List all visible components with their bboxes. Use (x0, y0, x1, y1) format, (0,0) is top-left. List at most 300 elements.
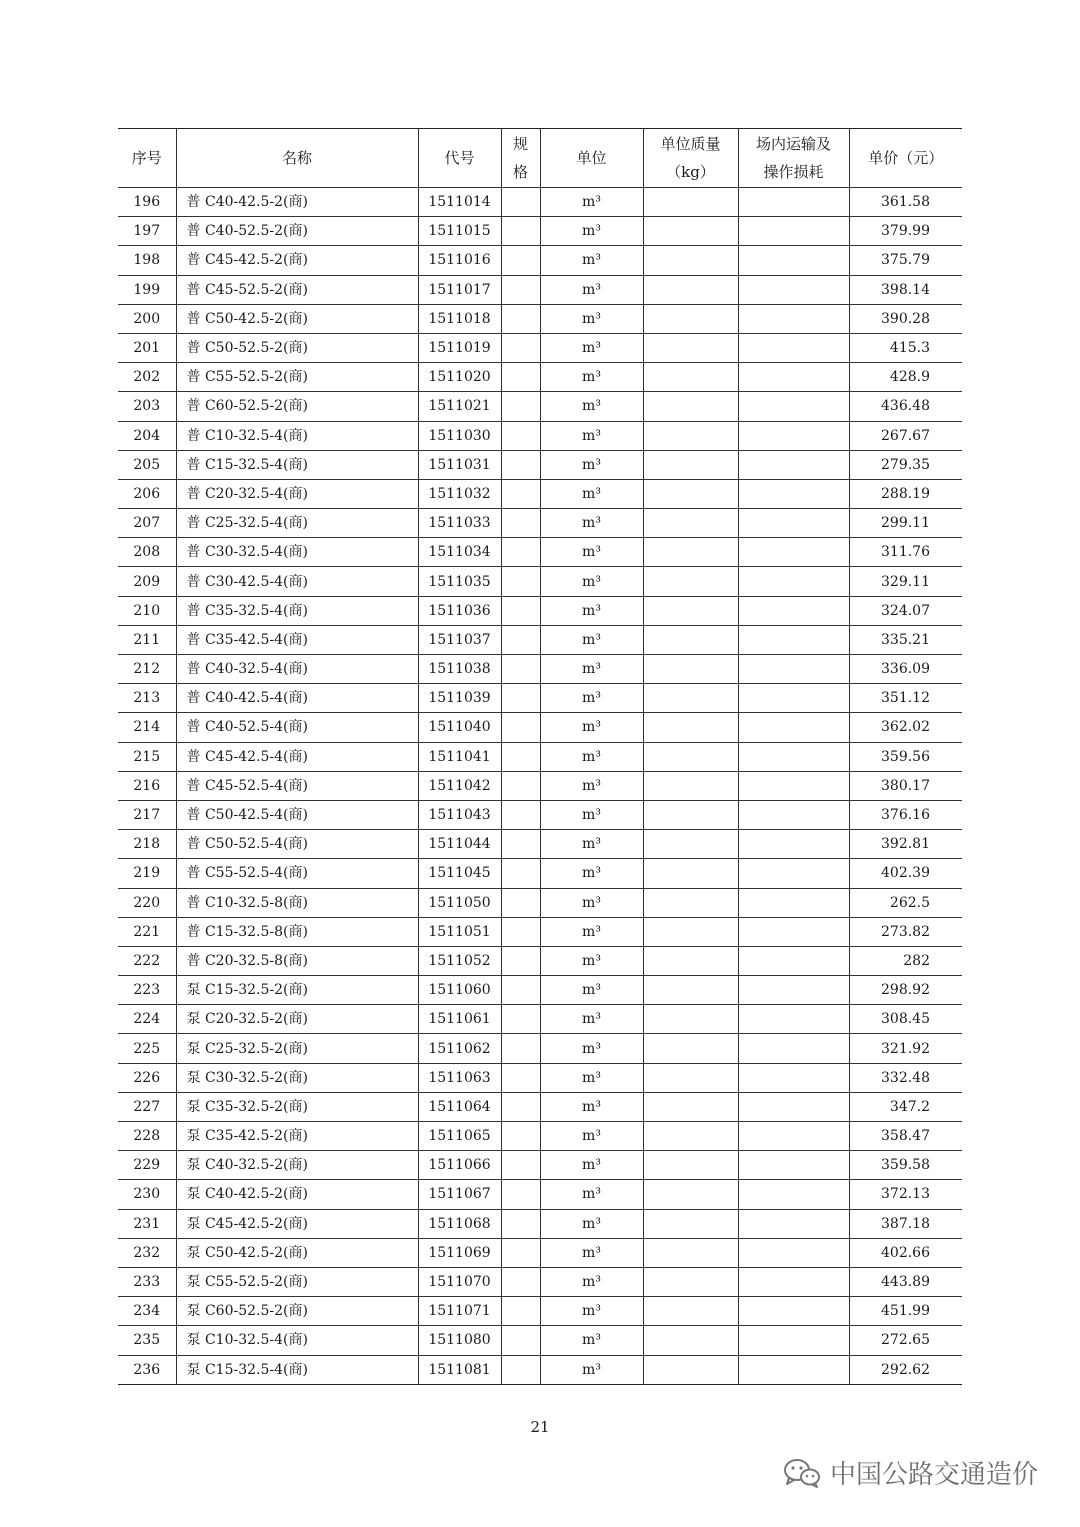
table-row (118, 1238, 962, 1267)
cell-code: 1511015 (418, 217, 501, 246)
cell-unit-mass (643, 1267, 738, 1296)
table-row (118, 1267, 962, 1296)
price-table (118, 128, 962, 1385)
cell-price: 359.56 (849, 742, 962, 771)
cell-seq: 220 (118, 888, 176, 917)
table-row (118, 1209, 962, 1238)
cell-name: 泵 C55-52.5-2(商) (176, 1267, 418, 1296)
watermark-text: 中国公路交通造价 (830, 1460, 1039, 1490)
cell-seq: 207 (118, 509, 176, 538)
cell-spec (501, 1122, 540, 1151)
cell-seq: 224 (118, 1005, 176, 1034)
cell-loss (738, 333, 849, 362)
cell-code: 1511016 (418, 246, 501, 275)
cell-seq: 214 (118, 713, 176, 742)
cell-loss (738, 450, 849, 479)
cell-price: 398.14 (849, 275, 962, 304)
cell-unit-mass (643, 713, 738, 742)
cell-unit-mass (643, 771, 738, 800)
table-row (118, 1151, 962, 1180)
cell-name: 普 C40-32.5-4(商) (176, 655, 418, 684)
cell-code: 1511051 (418, 917, 501, 946)
cell-name: 普 C45-52.5-4(商) (176, 771, 418, 800)
table-row (118, 1034, 962, 1063)
cell-name: 普 C55-52.5-4(商) (176, 859, 418, 888)
cell-price: 436.48 (849, 392, 962, 421)
cell-unit-mass (643, 217, 738, 246)
cell-code: 1511067 (418, 1180, 501, 1209)
cell-unit-mass (643, 1063, 738, 1092)
cell-loss (738, 1326, 849, 1355)
cell-spec (501, 479, 540, 508)
cell-spec (501, 946, 540, 975)
cell-unit-mass (643, 275, 738, 304)
cell-name: 普 C30-42.5-4(商) (176, 567, 418, 596)
table-row (118, 304, 962, 333)
cell-loss (738, 596, 849, 625)
cell-unit: m³ (540, 713, 643, 742)
cell-code: 1511035 (418, 567, 501, 596)
cell-spec (501, 625, 540, 654)
cell-spec (501, 392, 540, 421)
cell-unit: m³ (540, 596, 643, 625)
cell-code: 1511038 (418, 655, 501, 684)
cell-spec (501, 713, 540, 742)
cell-spec (501, 1209, 540, 1238)
cell-price: 332.48 (849, 1063, 962, 1092)
cell-unit: m³ (540, 246, 643, 275)
cell-price: 267.67 (849, 421, 962, 450)
cell-price: 428.9 (849, 363, 962, 392)
cell-name: 普 C15-32.5-8(商) (176, 917, 418, 946)
cell-name: 普 C35-32.5-4(商) (176, 596, 418, 625)
cell-name: 普 C50-52.5-4(商) (176, 830, 418, 859)
cell-unit: m³ (540, 479, 643, 508)
cell-unit: m³ (540, 830, 643, 859)
cell-price: 387.18 (849, 1209, 962, 1238)
header-spec: 规 格 (501, 129, 540, 188)
cell-unit-mass (643, 363, 738, 392)
cell-seq: 234 (118, 1297, 176, 1326)
cell-spec (501, 333, 540, 362)
cell-unit-mass (643, 917, 738, 946)
cell-loss (738, 1063, 849, 1092)
cell-name: 普 C40-42.5-4(商) (176, 684, 418, 713)
cell-name: 泵 C45-42.5-2(商) (176, 1209, 418, 1238)
cell-loss (738, 479, 849, 508)
cell-loss (738, 1355, 849, 1384)
cell-loss (738, 859, 849, 888)
cell-loss (738, 976, 849, 1005)
table-row (118, 946, 962, 975)
table-row (118, 333, 962, 362)
cell-spec (501, 1297, 540, 1326)
cell-spec (501, 742, 540, 771)
cell-seq: 204 (118, 421, 176, 450)
cell-unit-mass (643, 976, 738, 1005)
cell-unit: m³ (540, 742, 643, 771)
cell-name: 普 C50-42.5-2(商) (176, 304, 418, 333)
cell-code: 1511044 (418, 830, 501, 859)
table-row (118, 830, 962, 859)
cell-code: 1511069 (418, 1238, 501, 1267)
table-row (118, 596, 962, 625)
cell-spec (501, 217, 540, 246)
cell-code: 1511071 (418, 1297, 501, 1326)
cell-code: 1511081 (418, 1355, 501, 1384)
cell-price: 402.39 (849, 859, 962, 888)
cell-unit-mass (643, 1326, 738, 1355)
cell-spec (501, 1063, 540, 1092)
cell-unit: m³ (540, 509, 643, 538)
cell-price: 362.02 (849, 713, 962, 742)
cell-name: 普 C45-52.5-2(商) (176, 275, 418, 304)
cell-name: 泵 C40-32.5-2(商) (176, 1151, 418, 1180)
cell-unit: m³ (540, 1180, 643, 1209)
cell-seq: 235 (118, 1326, 176, 1355)
header-unit-mass: 单位质量 （kg） (643, 129, 738, 188)
cell-unit-mass (643, 450, 738, 479)
cell-loss (738, 742, 849, 771)
cell-seq: 232 (118, 1238, 176, 1267)
table-row (118, 800, 962, 829)
cell-seq: 205 (118, 450, 176, 479)
cell-unit-mass (643, 625, 738, 654)
cell-spec (501, 1034, 540, 1063)
cell-code: 1511037 (418, 625, 501, 654)
table-row (118, 625, 962, 654)
cell-price: 336.09 (849, 655, 962, 684)
cell-code: 1511042 (418, 771, 501, 800)
cell-spec (501, 1355, 540, 1384)
cell-spec (501, 246, 540, 275)
cell-loss (738, 363, 849, 392)
table-row (118, 917, 962, 946)
cell-seq: 217 (118, 800, 176, 829)
cell-unit: m³ (540, 1355, 643, 1384)
cell-spec (501, 888, 540, 917)
cell-unit-mass (643, 188, 738, 217)
cell-seq: 231 (118, 1209, 176, 1238)
cell-code: 1511064 (418, 1092, 501, 1121)
cell-code: 1511018 (418, 304, 501, 333)
cell-spec (501, 1151, 540, 1180)
cell-unit: m³ (540, 275, 643, 304)
cell-unit: m³ (540, 917, 643, 946)
header-seq: 序号 (118, 129, 176, 188)
cell-price: 358.47 (849, 1122, 962, 1151)
cell-code: 1511021 (418, 392, 501, 421)
cell-unit-mass (643, 742, 738, 771)
table-row (118, 217, 962, 246)
cell-unit: m³ (540, 567, 643, 596)
cell-unit-mass (643, 1297, 738, 1326)
cell-loss (738, 1180, 849, 1209)
cell-spec (501, 421, 540, 450)
cell-unit-mass (643, 1355, 738, 1384)
cell-code: 1511040 (418, 713, 501, 742)
cell-spec (501, 304, 540, 333)
cell-code: 1511066 (418, 1151, 501, 1180)
table-row (118, 1005, 962, 1034)
cell-name: 普 C10-32.5-8(商) (176, 888, 418, 917)
cell-seq: 213 (118, 684, 176, 713)
cell-price: 392.81 (849, 830, 962, 859)
table-row (118, 684, 962, 713)
table-row (118, 275, 962, 304)
table-row (118, 1355, 962, 1384)
cell-spec (501, 538, 540, 567)
cell-code: 1511031 (418, 450, 501, 479)
cell-unit-mass (643, 567, 738, 596)
cell-loss (738, 1238, 849, 1267)
cell-unit: m³ (540, 304, 643, 333)
cell-price: 375.79 (849, 246, 962, 275)
cell-seq: 225 (118, 1034, 176, 1063)
cell-unit: m³ (540, 1209, 643, 1238)
table-row (118, 509, 962, 538)
table-row (118, 421, 962, 450)
cell-name: 普 C30-32.5-4(商) (176, 538, 418, 567)
cell-price: 299.11 (849, 509, 962, 538)
cell-spec (501, 771, 540, 800)
cell-code: 1511061 (418, 1005, 501, 1034)
cell-seq: 208 (118, 538, 176, 567)
cell-loss (738, 830, 849, 859)
cell-unit: m³ (540, 1151, 643, 1180)
cell-loss (738, 1034, 849, 1063)
cell-name: 泵 C35-32.5-2(商) (176, 1092, 418, 1121)
cell-code: 1511063 (418, 1063, 501, 1092)
cell-code: 1511019 (418, 333, 501, 362)
cell-name: 泵 C35-42.5-2(商) (176, 1122, 418, 1151)
cell-unit-mass (643, 1122, 738, 1151)
cell-unit: m³ (540, 1122, 643, 1151)
cell-code: 1511068 (418, 1209, 501, 1238)
cell-spec (501, 363, 540, 392)
cell-seq: 221 (118, 917, 176, 946)
cell-loss (738, 1151, 849, 1180)
cell-unit: m³ (540, 625, 643, 654)
cell-name: 普 C40-42.5-2(商) (176, 188, 418, 217)
cell-seq: 196 (118, 188, 176, 217)
cell-unit-mass (643, 684, 738, 713)
cell-unit-mass (643, 888, 738, 917)
cell-code: 1511030 (418, 421, 501, 450)
table-row (118, 742, 962, 771)
cell-seq: 210 (118, 596, 176, 625)
cell-code: 1511045 (418, 859, 501, 888)
page-number: 21 (530, 1418, 550, 1436)
cell-unit-mass (643, 421, 738, 450)
cell-unit-mass (643, 1180, 738, 1209)
cell-seq: 209 (118, 567, 176, 596)
wechat-icon (782, 1457, 822, 1489)
table-row (118, 392, 962, 421)
cell-loss (738, 1122, 849, 1151)
cell-spec (501, 655, 540, 684)
cell-seq: 215 (118, 742, 176, 771)
cell-seq: 222 (118, 946, 176, 975)
cell-spec (501, 1180, 540, 1209)
cell-unit: m³ (540, 684, 643, 713)
cell-seq: 211 (118, 625, 176, 654)
table-row (118, 450, 962, 479)
cell-unit: m³ (540, 1297, 643, 1326)
cell-loss (738, 1209, 849, 1238)
cell-code: 1511014 (418, 188, 501, 217)
table-row (118, 1180, 962, 1209)
cell-unit-mass (643, 509, 738, 538)
cell-loss (738, 625, 849, 654)
cell-unit-mass (643, 1092, 738, 1121)
cell-name: 普 C20-32.5-8(商) (176, 946, 418, 975)
cell-unit: m³ (540, 538, 643, 567)
cell-loss (738, 1005, 849, 1034)
cell-seq: 226 (118, 1063, 176, 1092)
cell-loss (738, 713, 849, 742)
cell-name: 普 C50-42.5-4(商) (176, 800, 418, 829)
cell-price: 379.99 (849, 217, 962, 246)
cell-price: 390.28 (849, 304, 962, 333)
cell-price: 335.21 (849, 625, 962, 654)
table-row (118, 859, 962, 888)
cell-name: 泵 C30-32.5-2(商) (176, 1063, 418, 1092)
table-body (118, 188, 962, 1385)
cell-seq: 229 (118, 1151, 176, 1180)
cell-unit-mass (643, 655, 738, 684)
table-row (118, 888, 962, 917)
cell-loss (738, 567, 849, 596)
table-row (118, 246, 962, 275)
cell-name: 普 C50-52.5-2(商) (176, 333, 418, 362)
table-row (118, 976, 962, 1005)
cell-code: 1511060 (418, 976, 501, 1005)
cell-loss (738, 1297, 849, 1326)
cell-unit-mass (643, 859, 738, 888)
cell-price: 376.16 (849, 800, 962, 829)
cell-unit-mass (643, 830, 738, 859)
cell-price: 402.66 (849, 1238, 962, 1267)
cell-unit-mass (643, 392, 738, 421)
cell-unit-mass (643, 333, 738, 362)
cell-price: 321.92 (849, 1034, 962, 1063)
cell-loss (738, 538, 849, 567)
cell-name: 普 C45-42.5-2(商) (176, 246, 418, 275)
cell-loss (738, 800, 849, 829)
cell-name: 泵 C60-52.5-2(商) (176, 1297, 418, 1326)
cell-name: 普 C10-32.5-4(商) (176, 421, 418, 450)
header-name: 名称 (176, 129, 418, 188)
cell-seq: 202 (118, 363, 176, 392)
cell-seq: 236 (118, 1355, 176, 1384)
cell-name: 泵 C50-42.5-2(商) (176, 1238, 418, 1267)
cell-seq: 212 (118, 655, 176, 684)
cell-code: 1511043 (418, 800, 501, 829)
table-row (118, 567, 962, 596)
cell-loss (738, 917, 849, 946)
cell-price: 311.76 (849, 538, 962, 567)
cell-seq: 227 (118, 1092, 176, 1121)
cell-unit: m³ (540, 363, 643, 392)
cell-price: 298.92 (849, 976, 962, 1005)
cell-name: 普 C35-42.5-4(商) (176, 625, 418, 654)
cell-price: 273.82 (849, 917, 962, 946)
cell-name: 泵 C25-32.5-2(商) (176, 1034, 418, 1063)
cell-unit: m³ (540, 188, 643, 217)
cell-loss (738, 188, 849, 217)
cell-spec (501, 684, 540, 713)
cell-spec (501, 976, 540, 1005)
cell-unit: m³ (540, 1092, 643, 1121)
cell-spec (501, 1092, 540, 1121)
cell-code: 1511017 (418, 275, 501, 304)
cell-price: 272.65 (849, 1326, 962, 1355)
cell-price: 329.11 (849, 567, 962, 596)
cell-code: 1511036 (418, 596, 501, 625)
cell-price: 380.17 (849, 771, 962, 800)
cell-unit: m³ (540, 1005, 643, 1034)
cell-unit: m³ (540, 421, 643, 450)
cell-loss (738, 304, 849, 333)
cell-spec (501, 859, 540, 888)
table-row (118, 713, 962, 742)
cell-code: 1511070 (418, 1267, 501, 1296)
cell-name: 泵 C20-32.5-2(商) (176, 1005, 418, 1034)
cell-unit: m³ (540, 333, 643, 362)
cell-price: 351.12 (849, 684, 962, 713)
cell-price: 415.3 (849, 333, 962, 362)
cell-loss (738, 1267, 849, 1296)
cell-loss (738, 509, 849, 538)
table-row (118, 479, 962, 508)
cell-code: 1511062 (418, 1034, 501, 1063)
cell-price: 359.58 (849, 1151, 962, 1180)
table-row (118, 771, 962, 800)
table-row (118, 1297, 962, 1326)
cell-loss (738, 392, 849, 421)
cell-price: 282 (849, 946, 962, 975)
cell-seq: 201 (118, 333, 176, 362)
cell-loss (738, 217, 849, 246)
cell-code: 1511065 (418, 1122, 501, 1151)
cell-unit-mass (643, 946, 738, 975)
header-price: 单价（元） (849, 129, 962, 188)
table-row (118, 1326, 962, 1355)
cell-seq: 218 (118, 830, 176, 859)
cell-seq: 203 (118, 392, 176, 421)
cell-spec (501, 596, 540, 625)
cell-unit: m³ (540, 946, 643, 975)
cell-loss (738, 888, 849, 917)
cell-loss (738, 275, 849, 304)
cell-unit: m³ (540, 1238, 643, 1267)
cell-price: 288.19 (849, 479, 962, 508)
cell-seq: 206 (118, 479, 176, 508)
cell-unit-mass (643, 1005, 738, 1034)
cell-loss (738, 246, 849, 275)
cell-seq: 233 (118, 1267, 176, 1296)
cell-loss (738, 1092, 849, 1121)
cell-seq: 199 (118, 275, 176, 304)
cell-code: 1511033 (418, 509, 501, 538)
cell-unit-mass (643, 479, 738, 508)
cell-price: 443.89 (849, 1267, 962, 1296)
cell-seq: 216 (118, 771, 176, 800)
cell-unit: m³ (540, 976, 643, 1005)
table-row (118, 363, 962, 392)
cell-price: 262.5 (849, 888, 962, 917)
